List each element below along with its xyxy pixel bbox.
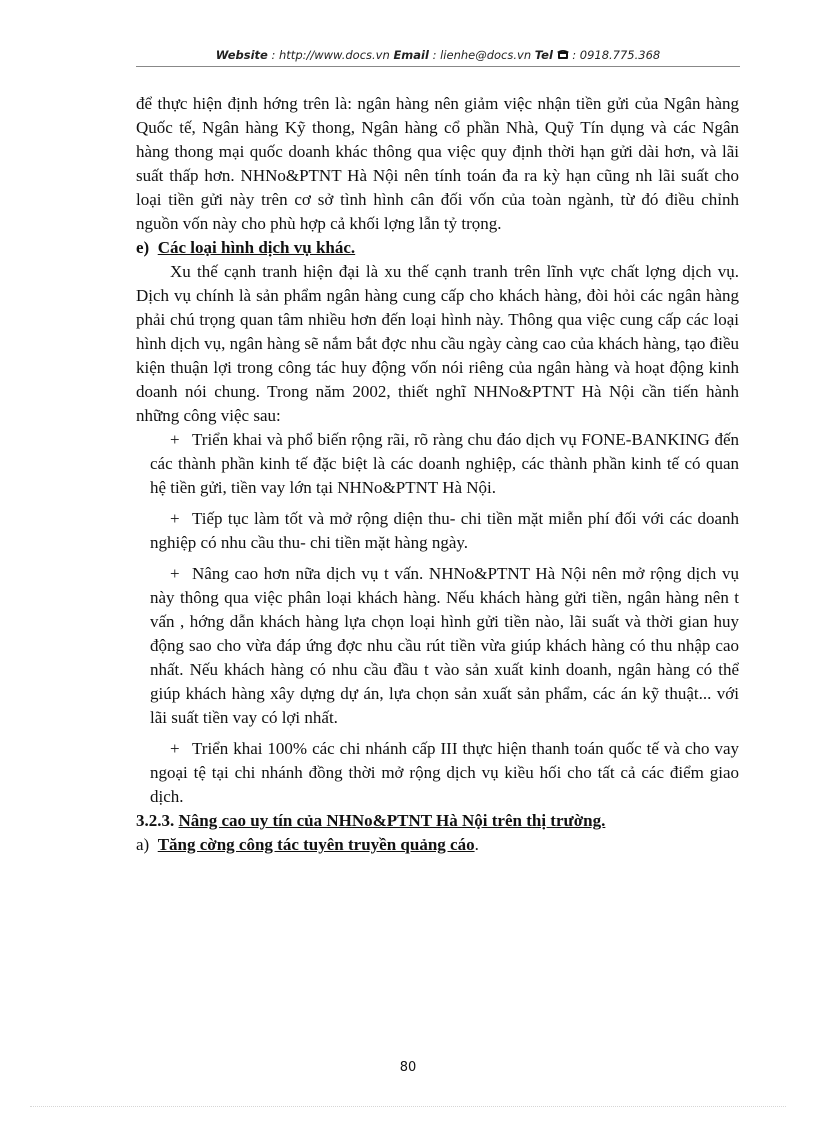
list-item (136, 428, 739, 500)
subsection-a-suffix: . (474, 835, 479, 854)
document-body (136, 92, 739, 857)
section-e-marker: e) (136, 238, 150, 257)
telephone-number: : 0918.775.368 (572, 48, 661, 62)
section-e-title: Các loại hình dịch vụ khác. (157, 238, 356, 257)
subsection-a-title: Tăng cờng công tác tuyên truyền quảng cáo (157, 835, 475, 854)
section-e-heading (136, 236, 739, 260)
page-header (136, 48, 740, 62)
intro-paragraph: để thực hiện định hớng trên là: ngân hàng nên giảm việc nhận tiền gửi của Ngân hàng Quốc tế, Ngân hàng Kỹ thong, Ngân hàng cổ phần Nhà, Quỹ Tín dụng và các Ngân hàng thong mại quốc doanh khác thông qua việc quy định thời hạn gửi dài hơn, và lãi suất thấp hơn. NHNo&PTNT Hà Nội nên tính toán đa ra kỳ hạn cũng nh lãi suất cho loại tiền gửi này trên cơ sở tình hình cân đối vốn của toàn ngành, từ đó điều chỉnh nguồn vốn này cho phù hợp cả khối lợng lẫn tỷ trọng. (136, 94, 739, 233)
list-item-text: Nâng cao hơn nữa dịch vụ t vấn. NHNo&PTNT Hà Nội nên mở rộng dịch vụ này thông qua việc phân loại khách hàng. Nếu khách hàng gửi tiền, ngân hàng nên t vấn , hớng dẫn khách hàng lựa chọn loại hình gửi tiền nào, lãi suất và thời gian huy động sao cho vừa đáp ứng đợc nhu cầu rút tiền vừa giúp khách hàng có thu nhập cao nhất. Nếu khách hàng có nhu cầu đầu t vào sản xuất kinh doanh, ngân hàng có thể giúp khách hàng xây dựng dự án, lựa chọn sản xuất sản phẩm, các án kỹ thuật... với lãi suất tiền vay có lợi nhất. (150, 564, 739, 727)
plus-icon: + (170, 509, 180, 528)
subsection-a-heading (136, 833, 739, 857)
section-e-paragraph: Xu thế cạnh tranh hiện đại là xu thế cạnh tranh trên lĩnh vực chất lợng dịch vụ. Dịch vụ chính là sản phẩm ngân hàng cung cấp cho khách hàng, đòi hỏi các ngân hàng phải chú trọng quan tâm nhiều hơn đến loại hình này. Thông qua việc cung cấp các loại hình dịch vụ, ngân hàng sẽ nắm bắt đợc nhu cầu ngày càng cao của khách hàng, tạo điều kiện thuận lợi trong công tác huy động vốn nói riêng của ngân hàng và hoạt động kinh doanh nói chung. Trong năm 2002, thiết nghĩ NHNo&PTNT Hà Nội cần tiến hành những công việc sau: (136, 262, 739, 425)
plus-icon: + (170, 430, 180, 449)
plus-icon: + (170, 739, 180, 758)
list-item (136, 737, 739, 809)
list-item (136, 562, 739, 730)
page-number: 80 (399, 1060, 417, 1075)
section-323-heading (136, 809, 739, 833)
list-item-text: Triển khai 100% các chi nhánh cấp III thực hiện thanh toán quốc tế và cho vay ngoại tệ tại chi nhánh đồng thời mở rộng dịch vụ kiều hối cho tất cả các điểm giao dịch. (150, 739, 739, 806)
list-item (136, 507, 739, 555)
list-item-text: Tiếp tục làm tốt và mở rộng diện thu- chi tiền mặt miễn phí đối với các doanh nghiệp có nhu cầu thu- chi tiền mặt hàng ngày. (150, 509, 739, 552)
list-item-text: Triển khai và phổ biến rộng rãi, rõ ràng chu đáo dịch vụ FONE-BANKING đến các thành phần kinh tế đặc biệt là các doanh nghiệp, các thành phần kinh tế có quan hệ tiền gửi, tiền vay lớn tại NHNo&PTNT Hà Nội. (150, 430, 739, 497)
plus-icon: + (170, 564, 180, 583)
website-label: Website (215, 48, 268, 62)
subsection-a-marker: a) (136, 835, 150, 854)
footer-divider (30, 1106, 786, 1107)
telephone-icon (557, 48, 573, 62)
website-url[interactable]: : http://www.docs.vn (271, 48, 390, 62)
section-323-title: Nâng cao uy tín của NHNo&PTNT Hà Nội trên thị trường. (178, 811, 606, 830)
tel-label: Tel (534, 48, 553, 62)
email-label: Email (393, 48, 429, 62)
email-address[interactable]: : lienhe@docs.vn (432, 48, 532, 62)
header-divider (136, 66, 740, 67)
section-323-number: 3.2.3. (136, 811, 175, 830)
